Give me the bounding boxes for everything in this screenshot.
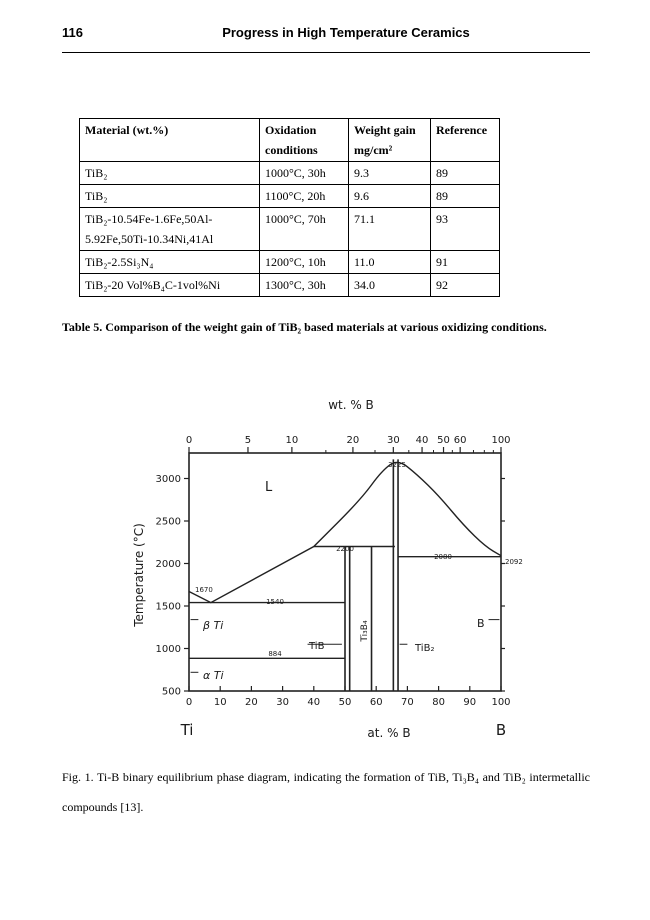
right-element-label: B — [495, 721, 507, 739]
top-tick-label: 100 — [491, 435, 511, 446]
x-tick-label: 30 — [276, 697, 289, 708]
temp-label-2200: 2200 — [336, 545, 354, 553]
top-tick-label: 30 — [386, 435, 400, 446]
bottom-axis-title: at. % B — [367, 726, 411, 740]
x-tick-label: 20 — [245, 697, 258, 708]
x-tick-label: 0 — [185, 697, 193, 708]
y-tick-label: 2500 — [155, 516, 181, 528]
y-axis-title: Temperature (°C) — [132, 523, 146, 627]
temp-label-1540: 1540 — [266, 598, 284, 606]
cell-material: TiB₂ — [80, 185, 260, 208]
cell-conditions: 1300°C, 30h — [260, 274, 349, 297]
cell-gain: 9.3 — [349, 162, 431, 185]
cell-ref: 93 — [431, 208, 500, 251]
page-header — [62, 24, 590, 53]
table-caption: Table 5. Comparison of the weight gain of TiB₂ based materials at various oxidizing conditions. — [62, 320, 547, 334]
temp-label-2080: 2080 — [434, 553, 452, 561]
page-number: 116 — [62, 25, 83, 40]
cell-material: TiB₂-2.5Si₃N₄ — [80, 251, 260, 274]
table-row — [80, 162, 500, 185]
top-tick-label: 40 — [415, 435, 429, 446]
x-tick-label: 100 — [491, 697, 511, 708]
y-tick-label: 2000 — [155, 559, 181, 570]
axes-group — [156, 435, 511, 708]
weight-gain-table — [79, 118, 500, 297]
tib-label: TiB — [309, 641, 325, 652]
top-tick-label: 0 — [185, 435, 193, 446]
cell-material: TiB₂-20 Vol%B₄C-1vol%Ni — [80, 274, 260, 297]
temp-label-884: 884 — [268, 650, 282, 658]
top-tick-label: 5 — [244, 435, 252, 446]
temp-label-3225: 3225 — [388, 461, 406, 469]
top-tick-label: 20 — [346, 435, 360, 446]
cell-material: TiB₂ — [80, 162, 260, 185]
top-axis-title: wt. % B — [328, 398, 374, 412]
top-tick-label: 60 — [453, 435, 467, 446]
cell-ref: 92 — [431, 274, 500, 297]
cell-ref: 91 — [431, 251, 500, 274]
curves-group — [189, 459, 501, 691]
temp-label-1670: 1670 — [195, 586, 213, 594]
cell-gain: 9.6 — [349, 185, 431, 208]
table-header-row — [80, 119, 500, 162]
cell-ref: 89 — [431, 162, 500, 185]
cell-conditions: 1000°C, 70h — [260, 208, 349, 251]
x-tick-label: 50 — [338, 697, 352, 708]
y-tick-label: 500 — [161, 686, 181, 698]
alpha-ti-label: α Ti — [203, 669, 224, 682]
liquid-label: L — [265, 480, 273, 495]
x-tick-label: 40 — [307, 697, 321, 708]
figure-caption: Fig. 1. Ti-B binary equilibrium phase diagram, indicating the formation of TiB, Ti₃B₄ and TiB₂ intermetallic compounds [13]. — [62, 770, 590, 814]
table-row — [80, 251, 500, 274]
top-tick-label: 10 — [285, 435, 299, 446]
tib2-label: TiB₂ — [415, 643, 435, 654]
table-row — [80, 274, 500, 297]
beta-ti-label: β Ti — [203, 619, 224, 632]
column-header: Oxidation conditions — [260, 119, 349, 162]
cell-conditions: 1200°C, 10h — [260, 251, 349, 274]
y-tick-label: 3000 — [155, 474, 181, 485]
table-row — [80, 208, 500, 251]
journal-title: Progress in High Temperature Ceramics — [222, 25, 470, 40]
cell-conditions: 1000°C, 30h — [260, 162, 349, 185]
column-header: Material (wt.%) — [80, 119, 260, 162]
x-tick-label: 70 — [401, 697, 414, 708]
y-tick-label: 1000 — [155, 644, 181, 655]
boron-region-label: B — [477, 617, 485, 630]
top-tick-label: 50 — [437, 435, 450, 446]
x-tick-label: 90 — [463, 697, 477, 708]
temp-label-2092: 2092 — [505, 558, 523, 566]
cell-gain: 11.0 — [349, 251, 431, 274]
cell-material: TiB₂-10.54Fe-1.6Fe,50Al- 5.92Fe,50Ti-10.34Ni,41Al — [80, 208, 260, 251]
cell-ref: 89 — [431, 185, 500, 208]
phase-diagram — [125, 395, 525, 745]
x-tick-label: 80 — [432, 697, 445, 708]
column-header: Reference — [431, 119, 500, 162]
table-row — [80, 185, 500, 208]
left-element-label: Ti — [180, 721, 194, 739]
column-header: Weight gain mg/cm² — [349, 119, 431, 162]
y-tick-label: 1500 — [155, 601, 181, 613]
cell-gain: 71.1 — [349, 208, 431, 251]
ti3b4-label: Ti₃B₄ — [360, 620, 370, 642]
x-tick-label: 10 — [213, 697, 227, 708]
cell-gain: 34.0 — [349, 274, 431, 297]
cell-conditions: 1100°C, 20h — [260, 185, 349, 208]
x-tick-label: 60 — [369, 697, 383, 708]
